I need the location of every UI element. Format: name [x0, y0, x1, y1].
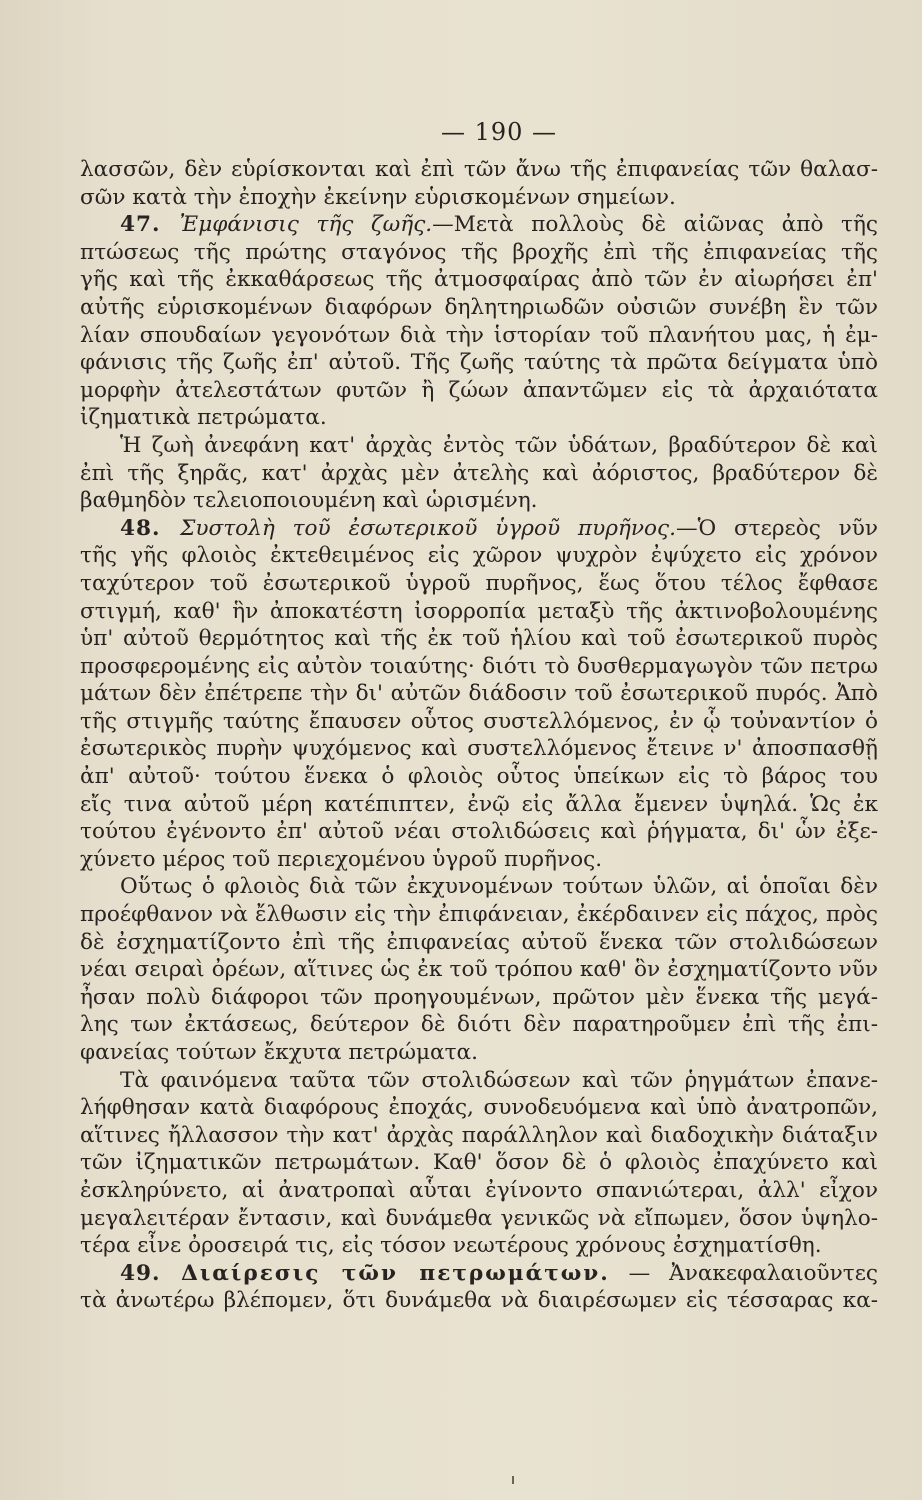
text-line — [80, 846, 878, 874]
line-text: ἀπ' αὐτοῦ· τούτου ἕνεκα ὁ φλοιὸς οὗτος ὑπείκων εἰς τὸ βάρος του — [80, 764, 878, 790]
line-text: γῆς καὶ τῆς ἐκκαθάρσεως τῆς ἀτμοσφαίρας ἀπὸ τῶν ἐν αἰωρήσει ἐπ' — [80, 267, 878, 293]
text-line — [80, 1149, 878, 1177]
line-text: τὰ ἀνωτέρω βλέπομεν, ὅτι δυνάμεθα νὰ διαιρέσωμεν εἰς τέσσαρας κα- — [80, 1288, 878, 1314]
line-text: ταχύτερον τοῦ ἐσωτερικοῦ ὑγροῦ πυρῆνος, ἕως ὅτου τέλος ἔφθασε — [80, 570, 878, 596]
line-text: — Ἀνακεφαλαιοῦντες — [609, 1260, 879, 1286]
line-text: —Ὁ στερεὸς νῦν — [675, 515, 879, 541]
text-line — [80, 929, 878, 957]
ink-fleck — [512, 1476, 514, 1484]
text-line — [80, 487, 878, 515]
line-text: —Μετὰ πολλοὺς δὲ αἰῶνας ἀπὸ τῆς — [432, 212, 879, 238]
section-number: 49. — [120, 1260, 182, 1286]
line-text: μάτων δὲν ἐπέτρεπε τὴν δι' αὐτῶν διάδοσιν τοῦ ἐσωτερικοῦ πυρός. Ἀπὸ — [80, 681, 878, 707]
line-text: προσφερομένης εἰς αὐτὸν τοιαύτης· διότι τὸ δυσθερμαγωγὸν τῶν πετρω — [80, 653, 878, 679]
text-line — [80, 984, 878, 1012]
text-line — [80, 598, 878, 626]
line-text: μεγαλειτέραν ἔντασιν, καὶ δυνάμεθα γενικῶς νὰ εἴπωμεν, ὅσον ὑψηλο- — [80, 1205, 878, 1231]
line-text: βαθμηδὸν τελειοποιουμένη καὶ ὡρισμένη. — [80, 488, 538, 514]
line-text: ἐσωτερικὸς πυρὴν ψυχόμενος καὶ συστελλόμενος ἔτεινε ν' ἀποσπασθῇ — [80, 736, 878, 762]
line-text: ἦσαν πολὺ διάφοροι τῶν προηγουμένων, πρῶτον μὲν ἕνεκα τῆς μεγά- — [80, 984, 878, 1010]
line-text: προέφθανον νὰ ἔλθωσιν εἰς τὴν ἐπιφάνειαν, ἐκέρδαινεν εἰς πάχος, πρὸς — [80, 902, 878, 928]
text-line — [80, 1011, 878, 1039]
section-title: Συστολὴ τοῦ ἐσωτερικοῦ ὑγροῦ πυρῆνος. — [180, 515, 676, 541]
line-text: τέρα εἶνε ὀροσειρά τις, εἰς τόσον νεωτέρους χρόνους ἐσχηματίσθη. — [80, 1233, 822, 1259]
text-line — [80, 1205, 878, 1233]
line-text: τῆς στιγμῆς ταύτης ἔπαυσεν οὗτος συστελλόμενος, ἐν ᾧ τοὐναντίον ὁ — [80, 708, 878, 734]
text-line — [80, 625, 878, 653]
body-text — [80, 156, 878, 1315]
line-text: δὲ ἐσχηματίζοντο ἐπὶ τῆς ἐπιφανείας αὐτοῦ ἕνεκα τῶν στολιδώσεων — [80, 929, 878, 955]
section-number: 48. — [120, 515, 181, 541]
line-text: τῶν ἰζηματικῶν πετρωμάτων. Καθ' ὅσον δὲ ὁ φλοιὸς ἐπαχύνετο καὶ — [80, 1150, 878, 1176]
text-line — [80, 322, 878, 350]
line-text: μορφὴν ἀτελεστάτων φυτῶν ἢ ζώων ἀπαντῶμεν εἰς τὰ ἀρχαιότατα — [80, 377, 878, 403]
line-text: τούτου ἐγένοντο ἐπ' αὐτοῦ νέαι στολιδώσεις καὶ ῥήγματα, δι' ὧν ἐξε- — [80, 819, 878, 845]
text-line — [80, 542, 878, 570]
text-line — [80, 294, 878, 322]
text-line — [80, 680, 878, 708]
line-text: λης των ἐκτάσεως, δεύτερον δὲ διότι δὲν παρατηροῦμεν ἐπὶ τῆς ἐπι- — [80, 1012, 878, 1038]
text-line — [80, 211, 878, 239]
line-text: τῆς γῆς φλοιὸς ἐκτεθειμένος εἰς χῶρον ψυχρὸν ἐψύχετο εἰς χρόνον — [80, 543, 878, 569]
line-text: στιγμή, καθ' ἣν ἀποκατέστη ἰσορροπία μεταξὺ τῆς ἀκτινοβολουμένης — [80, 598, 878, 624]
line-text: Οὕτως ὁ φλοιὸς διὰ τῶν ἐκχυνομένων τούτων ὑλῶν, αἱ ὁποῖαι δὲν — [120, 874, 878, 900]
text-line — [80, 432, 878, 460]
text-line — [80, 735, 878, 763]
text-line — [80, 570, 878, 598]
text-line — [80, 184, 878, 212]
line-text: φάνισις τῆς ζωῆς ἐπ' αὐτοῦ. Τῆς ζωῆς ταύτης τὰ πρῶτα δείγματα ὑπὸ — [80, 350, 878, 376]
text-line — [80, 708, 878, 736]
text-line — [80, 1260, 878, 1288]
section-title: Διαίρεσις τῶν πετρωμάτων. — [181, 1260, 610, 1286]
text-line — [80, 156, 878, 184]
line-text: σῶν κατὰ τὴν ἐποχὴν ἐκείνην εὑρισκομένων σημείων. — [80, 184, 676, 210]
line-text: αὐτῆς εὑρισκομένων διαφόρων δηλητηριωδῶν οὐσιῶν συνέβη ἓν τῶν — [80, 294, 878, 320]
text-line — [80, 239, 878, 267]
line-text: ἐσκληρύνετο, αἱ ἀνατροπαὶ αὗται ἐγίνοντο σπανιώτεραι, ἀλλ' εἶχον — [80, 1177, 878, 1203]
section-title: Ἐμφάνισις τῆς ζωῆς. — [179, 212, 433, 238]
line-text: λασσῶν, δὲν εὑρίσκονται καὶ ἐπὶ τῶν ἄνω τῆς ἐπιφανείας τῶν θαλασ- — [80, 157, 878, 182]
text-line — [80, 1039, 878, 1067]
text-line — [80, 460, 878, 488]
text-line — [80, 873, 878, 901]
line-text: χύνετο μέρος τοῦ περιεχομένου ὑγροῦ πυρῆνος. — [80, 846, 603, 872]
line-text: πτώσεως τῆς πρώτης σταγόνος τῆς βροχῆς ἐπὶ τῆς ἐπιφανείας τῆς — [80, 239, 878, 265]
text-line — [80, 818, 878, 846]
line-text: ὑπ' αὐτοῦ θερμότητος καὶ τῆς ἐκ τοῦ ἡλίου καὶ τοῦ ἐσωτερικοῦ πυρὸς — [80, 626, 878, 652]
line-text: Τὰ φαινόμενα ταῦτα τῶν στολιδώσεων καὶ τῶν ῥηγμάτων ἐπανε- — [120, 1067, 878, 1093]
page-number: — 190 — — [440, 118, 558, 146]
text-line — [80, 266, 878, 294]
line-text: ἰζηματικὰ πετρώματα. — [80, 405, 327, 431]
text-line — [80, 901, 878, 929]
line-text: αἵτινες ἤλλασσον τὴν κατ' ἀρχὰς παράλληλον καὶ διαδοχικὴν διάταξιν — [80, 1122, 878, 1148]
line-text: Ἡ ζωὴ ἀνεφάνη κατ' ἀρχὰς ἐντὸς τῶν ὑδάτων, βραδύτερον δὲ καὶ — [120, 432, 878, 458]
line-text: νέαι σειραὶ ὀρέων, αἵτινες ὡς ἐκ τοῦ τρόπου καθ' ὃν ἐσχηματίζοντο νῦν — [80, 957, 878, 983]
line-text: λίαν σπουδαίων γεγονότων διὰ τὴν ἱστορίαν τοῦ πλανήτου μας, ἡ ἐμ- — [80, 322, 878, 348]
text-line — [80, 653, 878, 681]
text-line — [80, 377, 878, 405]
text-line — [80, 1287, 878, 1315]
text-line — [80, 515, 878, 543]
section-number: 47. — [120, 212, 180, 238]
text-line — [80, 404, 878, 432]
text-line — [80, 763, 878, 791]
line-text: ἐπὶ τῆς ξηρᾶς, κατ' ἀρχὰς μὲν ἀτελὴς καὶ ἀόριστος, βραδύτερον δὲ — [80, 460, 878, 486]
line-text: φανείας τούτων ἔκχυτα πετρώματα. — [80, 1040, 478, 1065]
text-line — [80, 1232, 878, 1260]
text-line — [80, 956, 878, 984]
text-line — [80, 1177, 878, 1205]
text-line — [80, 349, 878, 377]
text-line — [80, 1094, 878, 1122]
line-text: λήφθησαν κατὰ διαφόρους ἐποχάς, συνοδευόμενα καὶ ὑπὸ ἀνατροπῶν, — [80, 1095, 878, 1121]
text-line — [80, 1067, 878, 1095]
line-text: εἴς τινα αὐτοῦ μέρη κατέπιπτεν, ἐνῷ εἰς ἄλλα ἔμενεν ὑψηλά. Ὡς ἐκ — [80, 791, 878, 817]
text-line — [80, 791, 878, 819]
text-line — [80, 1122, 878, 1150]
